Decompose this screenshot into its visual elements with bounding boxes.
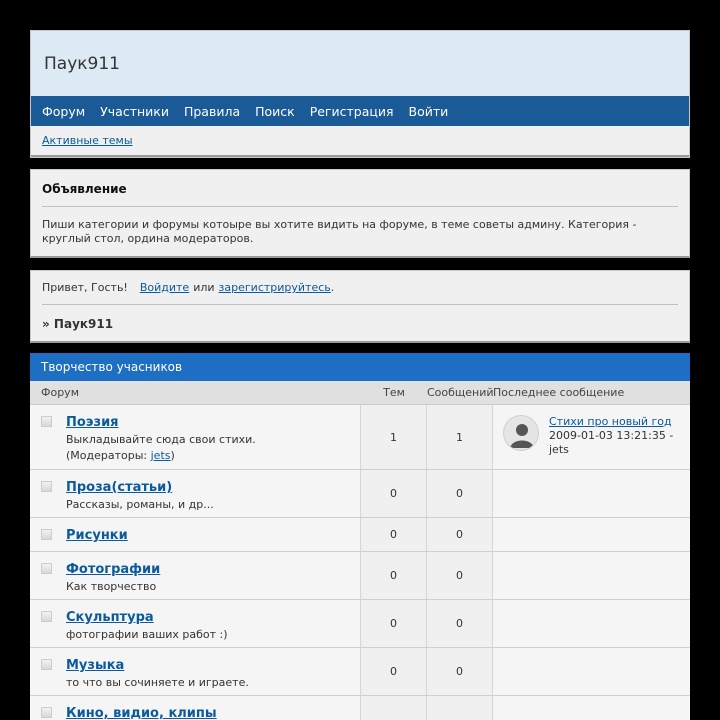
announcement-box: [30, 169, 690, 258]
site-title: Паук911: [44, 53, 120, 74]
active-topics-link[interactable]: Активные темы: [42, 134, 133, 147]
last-post-cell: [493, 600, 690, 647]
last-post-cell: [493, 470, 690, 517]
register-link[interactable]: зарегистрируйтесь: [218, 281, 331, 294]
nav-login[interactable]: Войти: [408, 103, 449, 119]
topics-count: 1: [361, 405, 427, 469]
main-nav: [31, 96, 689, 126]
last-post-info: [549, 415, 684, 457]
forum-link[interactable]: Музыка: [66, 658, 125, 673]
col-forum: Форум: [41, 386, 79, 399]
nav-rules[interactable]: Правила: [183, 103, 241, 119]
table-row: [30, 405, 690, 470]
forum-link[interactable]: Поэзия: [66, 415, 119, 430]
topics-count: [361, 696, 427, 720]
table-row: [30, 696, 690, 720]
forum-status-icon: [41, 416, 52, 427]
col-last-post: Последнее сообщение: [493, 386, 625, 399]
breadcrumb: » Паук911: [42, 317, 114, 331]
forum-category: [30, 353, 690, 720]
forum-description: Рассказы, романы, и др...: [66, 498, 214, 511]
topics-count: 0: [361, 552, 427, 599]
table-row: [30, 600, 690, 648]
moderators-end: ): [170, 449, 175, 462]
forum-cell: [30, 600, 361, 647]
posts-count: 0: [427, 600, 493, 647]
column-headers: [30, 381, 690, 405]
forum-cell: [30, 552, 361, 599]
category-header: Творчество учасников: [30, 353, 690, 381]
greeting-box: [30, 270, 690, 343]
table-row: [30, 470, 690, 518]
forum-description: [66, 432, 360, 464]
nav-search[interactable]: Поиск: [255, 103, 295, 119]
posts-count: 1: [427, 405, 493, 469]
last-post-user: jets: [549, 443, 569, 456]
last-post-date: 2009-01-03 13:21:35 -: [549, 429, 674, 442]
forum-status-icon: [41, 707, 52, 718]
topics-count: 0: [361, 600, 427, 647]
forum-cell: [30, 405, 361, 469]
forum-cell: [30, 648, 361, 695]
forum-link[interactable]: Кино, видио, клипы: [66, 706, 217, 720]
forum-cell: [30, 470, 361, 517]
last-post-cell: [493, 648, 690, 695]
col-posts: Сообщений: [427, 386, 494, 399]
col-topics: Тем: [383, 386, 405, 399]
forum-link[interactable]: Скульптура: [66, 610, 154, 625]
forum-cell: [30, 696, 361, 720]
forum-description: Как творчество: [66, 580, 157, 593]
posts-count: [427, 696, 493, 720]
forum-status-icon: [41, 563, 52, 574]
site-header: [30, 30, 690, 158]
table-row: [30, 552, 690, 600]
forum-status-icon: [41, 481, 52, 492]
greeting-end: .: [330, 281, 335, 294]
sub-nav: [31, 126, 689, 157]
forum-desc-text: Выкладывайте сюда свои стихи.: [66, 433, 256, 446]
last-post-link[interactable]: Стихи про новый год: [549, 415, 672, 428]
posts-count: 0: [427, 518, 493, 551]
posts-count: 0: [427, 648, 493, 695]
forum-link[interactable]: Фотографии: [66, 562, 161, 577]
nav-forum[interactable]: Форум: [42, 103, 86, 119]
last-post-cell: [493, 552, 690, 599]
posts-count: 0: [427, 552, 493, 599]
moderators-label: (Модераторы:: [66, 449, 151, 462]
moderator-link[interactable]: jets: [150, 449, 171, 462]
topics-count: 0: [361, 470, 427, 517]
login-link[interactable]: Войдите: [139, 281, 190, 294]
forum-link[interactable]: Рисунки: [66, 528, 128, 543]
or-text: или: [193, 281, 215, 294]
forum-status-icon: [41, 611, 52, 622]
forum-status-icon: [41, 659, 52, 670]
table-row: [30, 518, 690, 552]
forum-cell: [30, 518, 361, 551]
topics-count: 0: [361, 648, 427, 695]
last-post-cell: [493, 405, 690, 469]
nav-register[interactable]: Регистрация: [309, 103, 394, 119]
greeting-text: Привет, Гость!: [42, 281, 128, 294]
forum-description: фотографии ваших работ :): [66, 628, 228, 641]
last-post-cell: [493, 518, 690, 551]
last-post-cell: [493, 696, 690, 720]
forum-status-icon: [41, 529, 52, 540]
nav-members[interactable]: Участники: [100, 103, 169, 119]
table-row: [30, 648, 690, 696]
forum-description: то что вы сочиняете и играете.: [66, 676, 249, 689]
announcement-title: Объявление: [42, 170, 678, 207]
avatar-icon: [503, 415, 539, 451]
greeting-line: [42, 271, 678, 305]
announcement-text: Пиши категории и форумы котоыре вы хотите видить на форуме, в теме советы админу. Категория - круглый стол, ордина модераторов.: [42, 218, 637, 245]
posts-count: 0: [427, 470, 493, 517]
topics-count: 0: [361, 518, 427, 551]
title-bar: [31, 31, 689, 96]
forum-link[interactable]: Проза(статьи): [66, 480, 173, 495]
